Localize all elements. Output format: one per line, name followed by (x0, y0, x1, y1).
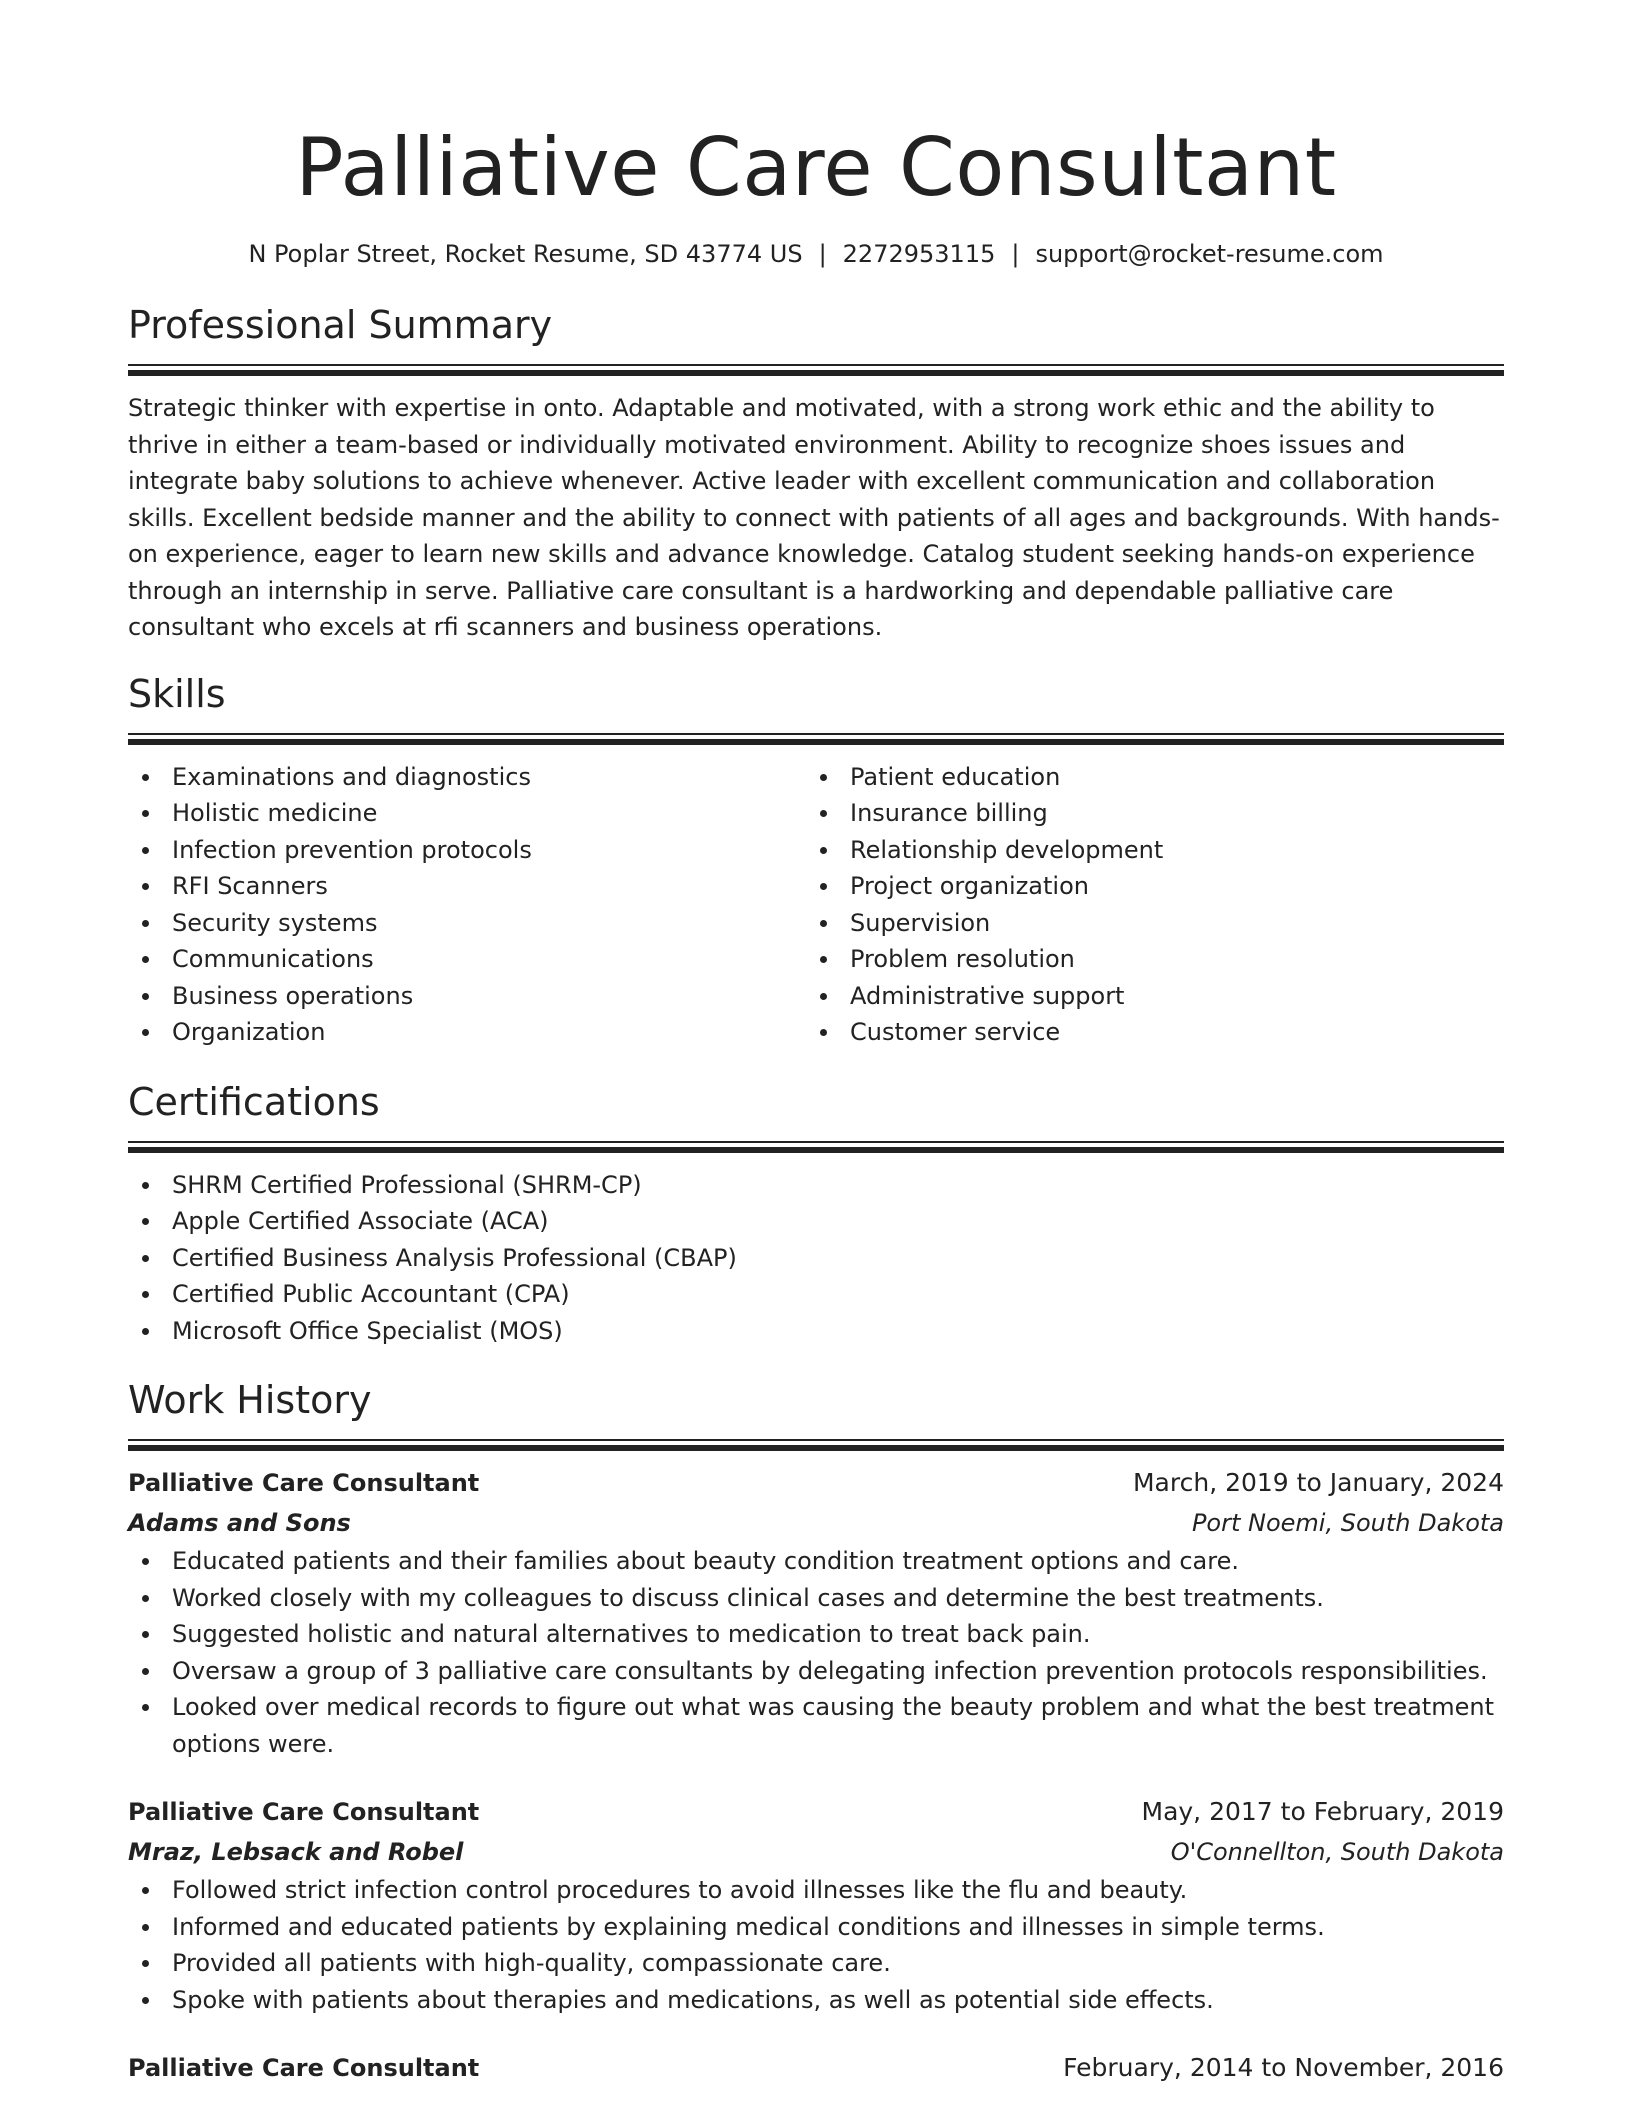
skill-item: Problem resolution (806, 941, 1484, 978)
summary-text: Strategic thinker with expertise in onto. Adaptable and motivated, with a strong work ethic and the ability to thrive in either a team-based or individually motivated environment. Ability to recognize shoes issues and integrate baby solutions to achieve whenever. Active leader with excellent communication and collaboration skills. Excellent bedside manner and the ability to connect with patients of all ages and backgrounds. With hands-on experience, eager to learn new skills and advance knowledge. Catalog student seeking hands-on experience through an internship in serve. Palliative care consultant is a hardworking and dependable palliative care consultant who excels at rfi scanners and business operations. (128, 394, 1500, 641)
job-title: Palliative Care Consultant (128, 1798, 480, 1826)
skill-item: Customer service (806, 1014, 1484, 1051)
resume-name: Palliative Care Consultant (295, 121, 1337, 214)
skill-item: Communications (128, 941, 806, 978)
job-location: Port Noemi, South Dakota (1191, 1509, 1504, 1537)
job-entry (128, 1463, 1504, 1762)
resume-page (128, 0, 1504, 2088)
contact-separator: | (818, 240, 827, 268)
job-header (128, 1463, 1504, 1503)
section-title-certifications: Certifications (128, 1079, 380, 1124)
job-header (128, 2048, 1504, 2088)
skills-list-right (806, 759, 1484, 1051)
job-title: Palliative Care Consultant (128, 1469, 480, 1497)
contact-email: support@rocket-resume.com (1035, 240, 1384, 268)
job-bullet: Educated patients and their families about beauty condition treatment options and care. (128, 1543, 1504, 1580)
skills-grid (128, 759, 1504, 1051)
skill-item: Business operations (128, 978, 806, 1015)
job-entry (128, 2048, 1504, 2088)
job-company: Adams and Sons (128, 1509, 351, 1537)
job-entry (128, 1792, 1504, 2018)
contact-address: N Poplar Street, Rocket Resume, SD 43774 US (248, 240, 803, 268)
section-title-work-history: Work History (128, 1378, 372, 1422)
job-location: O'Connellton, South Dakota (1170, 1838, 1504, 1866)
contact-separator: | (1011, 240, 1020, 268)
job-bullet: Oversaw a group of 3 palliative care consultants by delegating infection prevention protocols responsibilities. (128, 1653, 1504, 1690)
job-bullets (128, 1543, 1504, 1762)
certification-item: Apple Certified Associate (ACA) (128, 1203, 1504, 1240)
job-bullets (128, 1872, 1504, 2018)
job-header (128, 1792, 1504, 1832)
contact-line (128, 236, 1504, 272)
skill-item: Project organization (806, 868, 1484, 905)
skill-item: Organization (128, 1014, 806, 1051)
certification-item: Certified Public Accountant (CPA) (128, 1276, 1504, 1313)
job-company: Mraz, Lebsack and Robel (128, 1838, 464, 1866)
job-bullet: Informed and educated patients by explaining medical conditions and illnesses in simple terms. (128, 1909, 1504, 1946)
contact-phone: 2272953115 (842, 240, 996, 268)
job-bullet: Suggested holistic and natural alternatives to medication to treat back pain. (128, 1616, 1504, 1653)
job-bullet: Followed strict infection control procedures to avoid illnesses like the flu and beauty. (128, 1872, 1504, 1909)
section-title-skills: Skills (128, 671, 226, 716)
certifications-list (128, 1167, 1504, 1350)
skill-item: Supervision (806, 905, 1484, 942)
skill-item: Security systems (128, 905, 806, 942)
skill-item: Holistic medicine (128, 795, 806, 832)
section-divider (128, 364, 1504, 376)
skill-item: RFI Scanners (128, 868, 806, 905)
job-dates: March, 2019 to January, 2024 (1132, 1468, 1504, 1497)
job-subheader (128, 1832, 1504, 1872)
skills-list-left (128, 759, 806, 1051)
job-bullet: Provided all patients with high-quality, compassionate care. (128, 1945, 1504, 1982)
section-divider (128, 733, 1504, 745)
certifications-section (128, 1077, 1504, 1350)
summary-section (128, 300, 1504, 646)
skill-item: Examinations and diagnostics (128, 759, 806, 796)
skill-item: Relationship development (806, 832, 1484, 869)
skill-item: Administrative support (806, 978, 1484, 1015)
skill-item: Patient education (806, 759, 1484, 796)
job-title: Palliative Care Consultant (128, 2054, 480, 2082)
job-dates: May, 2017 to February, 2019 (1141, 1797, 1504, 1826)
work-history-section (128, 1375, 1504, 2088)
job-dates: February, 2014 to November, 2016 (1063, 2053, 1504, 2082)
job-bullet: Looked over medical records to figure out what was causing the beauty problem and what the best treatment options were. (128, 1689, 1504, 1762)
section-title-summary: Professional Summary (128, 303, 553, 347)
section-divider (128, 1439, 1504, 1451)
job-bullet: Worked closely with my colleagues to discuss clinical cases and determine the best treatments. (128, 1580, 1504, 1617)
certification-item: Certified Business Analysis Professional (CBAP) (128, 1240, 1504, 1277)
skills-section (128, 669, 1504, 1051)
certification-item: SHRM Certified Professional (SHRM-CP) (128, 1167, 1504, 1204)
job-bullet: Spoke with patients about therapies and medications, as well as potential side effects. (128, 1982, 1504, 2019)
skill-item: Insurance billing (806, 795, 1484, 832)
skill-item: Infection prevention protocols (128, 832, 806, 869)
section-divider (128, 1141, 1504, 1153)
certification-item: Microsoft Office Specialist (MOS) (128, 1313, 1504, 1350)
job-subheader (128, 1503, 1504, 1543)
